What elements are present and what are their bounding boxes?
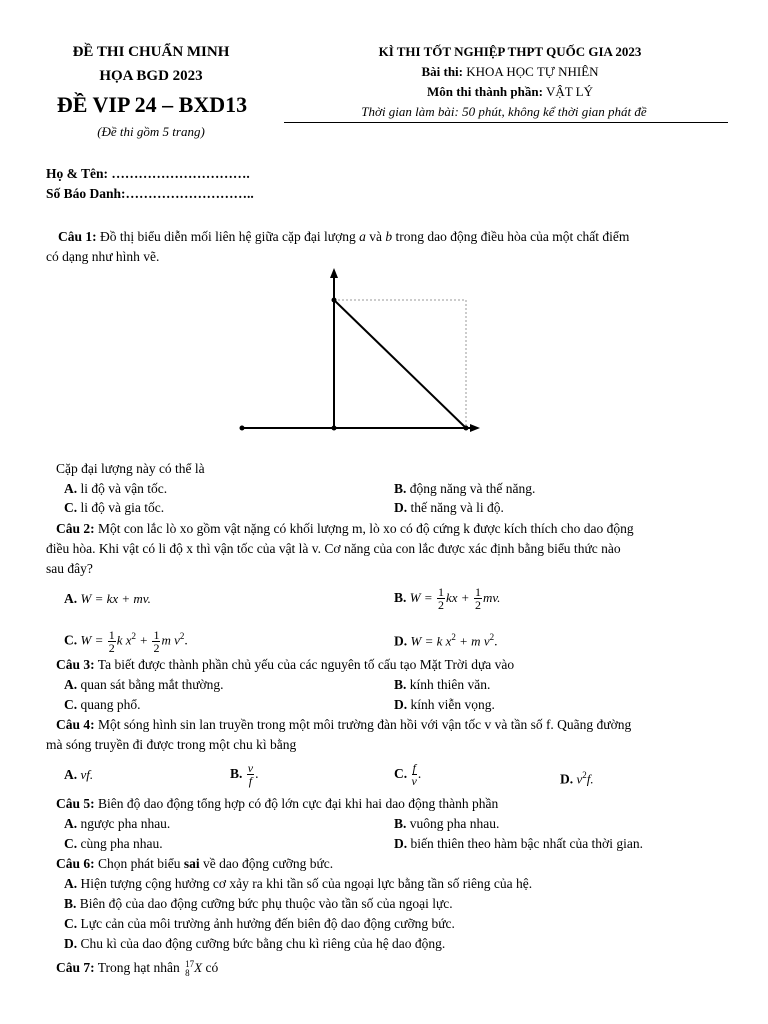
q1-axis-b-arrow [330,268,338,278]
q1-prompt: Cặp đại lượng này có thể là [56,461,205,476]
q7-atomic-number: 8 [185,967,190,978]
q2-c-sq1: 2 [131,631,137,641]
q2-letter-c: C. [64,632,78,648]
q2-b-frac1 [437,586,445,611]
q3-option-a [64,676,224,694]
q4-letter-c: C. [394,766,408,781]
q4-letter-b: B. [230,766,243,781]
q6-option-a [64,875,532,893]
q3-option-d [394,696,495,714]
q3-option-c [64,696,141,714]
q4-text-1: Một sóng hình sin lan truyền trong một môi trường đàn hồi với vận tốc v và tần số f. Quãng đường [98,717,632,732]
q2-d-sq1: 2 [451,632,456,642]
q6-text-option-b: Biên độ của dao động cưỡng bức phụ thuộc vào tần số của ngoại lực. [79,896,453,911]
q5-option-d [394,835,643,853]
q4-b-den: f [248,774,253,789]
q1-option-c [64,499,164,517]
q5-option-b [394,815,499,833]
q1-text-option-b: động năng và thế năng. [409,481,536,496]
q2-c-frac2-num: 1 [153,627,160,642]
q4-letter-d: D. [560,771,574,787]
q7-line1 [56,957,218,979]
q7-post: có [205,960,219,975]
q6-text-post: về dao động cưỡng bức. [203,856,334,871]
q2-c-frac1 [108,629,116,654]
q4-c-frac [412,762,417,787]
q2-b-frac1-num: 1 [438,585,444,600]
q5-letter-d: D. [394,836,408,851]
q3-text-option-c: quang phổ. [80,697,141,712]
q4-label: Câu 4: [56,717,95,732]
header-left-line2: HỌA BGD 2023 [99,68,203,84]
q4-c-den: v [411,774,417,789]
q4-option-b: B. $\frac{v}{f}$ . [230,761,259,789]
exam-code-title: ĐỀ VIP 24 – BXD13 [56,92,248,117]
component-label: Môn thi thành phần: [426,84,543,99]
q2-d-pre: W = k x [410,633,452,649]
header-rule [284,122,728,123]
q1-text-option-d: thế năng và li độ. [410,500,504,515]
q6-letter-c: C. [64,916,78,931]
q2-c-pre: W = [80,632,104,648]
q5-letter-b: B. [394,816,407,831]
q5-text-option-a: ngược pha nhau. [80,816,171,831]
q1-option-d [394,499,504,517]
q1-letter-a: A. [64,481,78,496]
q2-c-frac1-den: 2 [108,640,115,655]
q1-axis-a-arrow [470,424,480,432]
q6-text-option-c: Lực cản của môi trường ảnh hưởng đến biên độ dao động cưỡng bức. [80,916,455,931]
q2-option-d: D. W = k $x^2 + m$ $v^2$. [394,632,498,649]
q5-letter-a: A. [64,816,78,831]
q1-letter-d: D. [394,500,408,515]
q6-line1 [56,855,333,873]
q4-d-post: f. [586,771,594,787]
q2-text-1: Một con lắc lò xo gồm vật nặng có khối lượng m, lò xo có độ cứng k được kích thích cho dao động [98,521,634,536]
q7-nuclide-numbers [185,960,194,978]
q3-letter-b: B. [394,677,407,692]
q4-c-num: f [412,761,416,776]
q1-point-right [464,426,469,431]
q1-and: và [369,229,382,244]
q1-letter-b: B. [394,481,407,496]
q6-text-option-a: Hiện tượng cộng hưởng cơ xảy ra khi tần số của ngoại lực bằng tần số riêng của hệ. [80,876,533,891]
q1-var-a: a [359,229,366,244]
q4-option-a [64,766,93,784]
q7-mass-number: 17 [185,958,195,969]
q1-text-option-a: li độ và vận tốc. [80,481,168,496]
q1-point-top [332,298,337,303]
q5-text-option-b: vuông pha nhau. [409,816,500,831]
q6-option-b [64,895,453,913]
q5-option-a [64,815,170,833]
q6-letter-a: A. [64,876,78,891]
q1-letter-c: C. [64,500,78,515]
header-left-line1: ĐỀ THI CHUẨN MINH [72,44,230,60]
q1-line2: có dạng như hình vẽ. [46,249,160,264]
q2-d-mid: + m v [455,633,490,649]
q2-letter-d: D. [394,633,408,649]
q3-text-option-d: kính viễn vọng. [410,697,495,712]
q1-label: Câu 1: [58,229,97,244]
q2-c-post: m v [161,632,180,648]
subject-name: KHOA HỌC TỰ NHIÊN [466,64,599,79]
q1-text-b: trong dao động điều hòa của một chất điểm [395,229,630,244]
time-note: Thời gian làm bài: 50 phút, không kể thời gian phát đề [361,104,647,119]
q1-point-origin [332,426,337,431]
q6-label: Câu 6: [56,856,95,871]
q7-symbol: X [194,960,203,975]
q5-letter-c: C. [64,836,78,851]
q2-c-sq2: 2 [179,631,185,641]
q2-letter-a: A. [64,591,78,606]
q2-text-option-a: W = kx + mv. [80,591,151,606]
q6-option-c [64,915,455,933]
q3-text: Ta biết được thành phần chủ yếu của các nguyên tố cấu tạo Mặt Trời dựa vào [97,657,515,672]
q2-b-pre: W = [409,590,433,605]
component-line [300,84,720,100]
q5-option-c [64,835,163,853]
q2-d-sq2: 2 [489,632,495,642]
q1-line-segment [334,300,466,428]
q3-text-option-b: kính thiên văn. [409,677,491,692]
q3-label: Câu 3: [56,657,95,672]
q6-text-option-d: Chu kì của dao động cưỡng bức bằng chu kì riêng của hệ dao động. [80,936,446,951]
q1-line1 [58,228,629,246]
subject-line [300,64,720,80]
subject-label: Bài thi: [421,64,464,79]
q7-label: Câu 7: [56,960,95,975]
q2-c-frac1-num: 1 [108,627,115,642]
q5-line1 [56,795,498,813]
q2-b-frac2-num: 1 [474,585,481,600]
q6-option-d [64,935,445,953]
q3-text-option-a: quan sát bằng mắt thường. [80,677,224,692]
q3-letter-c: C. [64,697,78,712]
q4-option-d [560,766,594,789]
q1-point-left [240,426,245,431]
q4-line1 [56,716,631,734]
q5-text-option-c: cùng pha nhau. [80,836,163,851]
q2-b-mid: kx + [446,590,470,605]
q6-letter-d: D. [64,936,78,951]
q1-text-a: Đồ thị biểu diễn mối liên hệ giữa cặp đại lượng [100,229,356,244]
q1-var-b: b [385,229,393,244]
q4-d-sq: 2 [582,770,587,780]
component-name: VẬT LÝ [545,84,594,99]
q2-option-a [64,590,151,608]
exam-title: KÌ THI TỐT NGHIỆP THPT QUỐC GIA 2023 [378,44,642,59]
q1-option-b [394,480,535,498]
q4-b-frac [247,762,254,787]
q4-letter-a: A. [64,767,78,782]
q1-graph [236,264,486,436]
q2-c-frac2-den: 2 [153,640,160,655]
student-id-field: Số Báo Danh:……………………….. [46,186,254,201]
student-name-field: Họ & Tên: …………………………. [46,166,250,181]
q5-label: Câu 5: [56,796,95,811]
q1-option-a [64,480,167,498]
q4-text-option-a: vf. [80,767,94,782]
q2-c-mid: k x [116,632,132,648]
q3-line1 [56,656,514,674]
q2-line2: điều hòa. Khi vật có li độ x thì vận tốc của vật là v. Cơ năng của con lắc được xác định bằng biểu thức nào [46,541,621,556]
q2-label: Câu 2: [56,521,95,536]
q2-b-post: mv. [482,590,501,605]
q2-line3: sau đây? [46,561,93,576]
q4-d-pre: v [576,771,583,787]
q2-line1 [56,520,634,538]
q2-c-frac2 [152,629,160,654]
q3-letter-a: A. [64,677,78,692]
q7-text: Trong hạt nhân [97,960,180,975]
q2-b-frac2-den: 2 [474,598,481,613]
q6-text-pre: Chọn phát biểu [98,856,181,871]
q2-b-frac1-den: 2 [438,598,444,613]
q4-b-num: v [247,761,254,776]
q2-option-b [394,584,500,612]
q4-line2: mà sóng truyền đi được trong một chu kì bằng [46,737,297,752]
q3-letter-d: D. [394,697,408,712]
q2-c-plus: + [136,632,149,648]
q2-b-frac2 [474,586,482,611]
q6-letter-b: B. [64,896,77,911]
q2-option-c: C. W = $\frac{1}{2}$ k $x^2$ + $\frac{1}{2}$ m $v^2$. [64,627,188,655]
q4-option-c: C. $\frac{f}{v}$ . [394,761,422,789]
q1-text-option-c: li độ và gia tốc. [80,500,165,515]
q2-letter-b: B. [394,590,407,605]
q3-option-b [394,676,490,694]
q6-text-bold: sai [183,856,200,871]
q5-text: Biên độ dao động tổng hợp có độ lớn cực đại khi hai dao động thành phần [98,796,499,811]
q5-text-option-d: biến thiên theo hàm bậc nhất của thời gian. [410,836,643,851]
pages-note: (Đề thi gồm 5 trang) [97,124,205,139]
